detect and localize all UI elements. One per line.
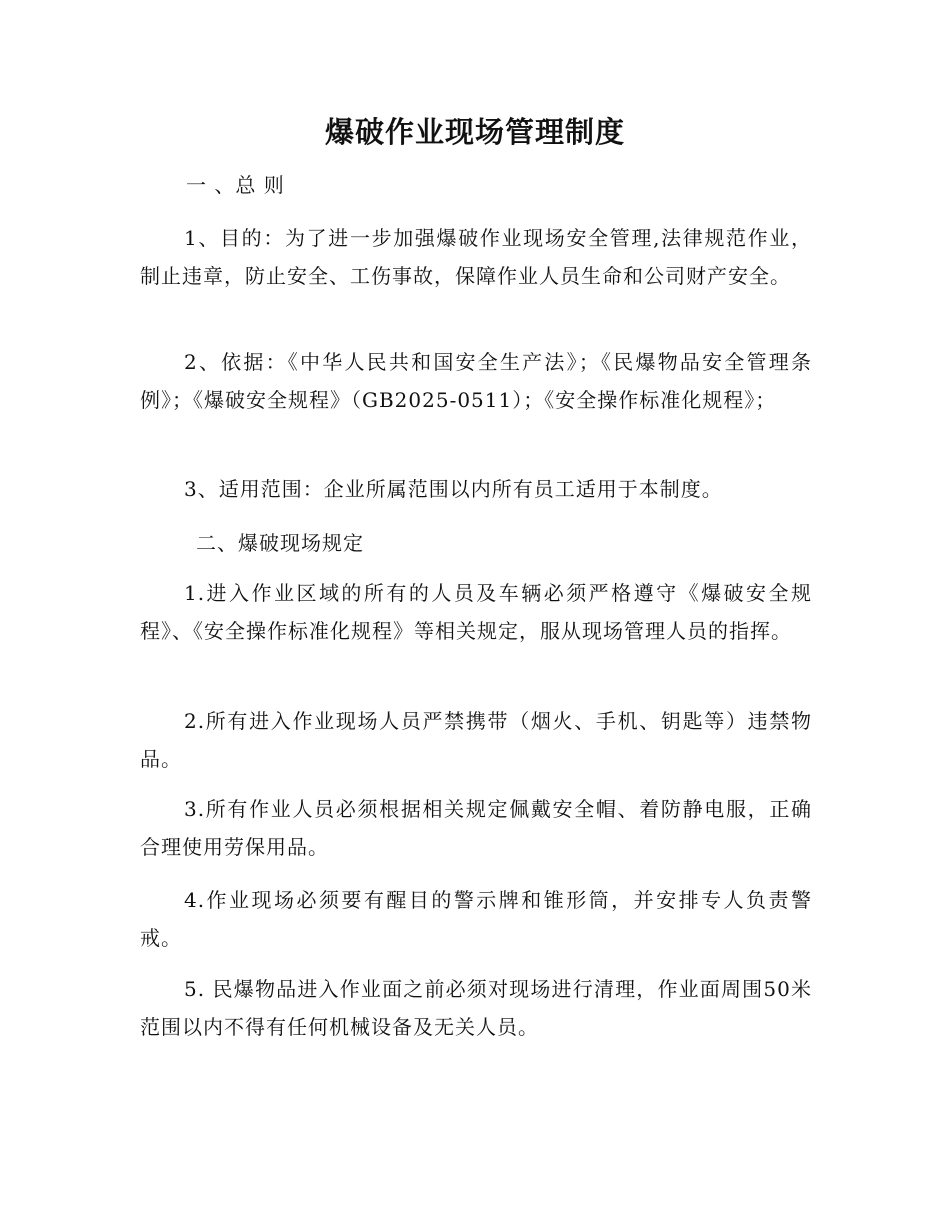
- section-heading-general: 一 、总 则: [186, 173, 285, 197]
- paragraph-rule-3: 3.所有作业人员必须根据相关规定佩戴安全帽、着防静电服，正确合理使用劳保用品。: [140, 797, 812, 859]
- paragraph-basis: 2、依据：《中华人民共和国安全生产法》；《民爆物品安全管理条例》；《爆破安全规程》（GB2025-0511）；《安全操作标准化规程》；: [140, 350, 812, 412]
- section-heading-site-rules: 二、爆破现场规定: [196, 531, 364, 555]
- paragraph-purpose: 1、目的：为了进一步加强爆破作业现场安全管理,法律规范作业，制止违章，防止安全、工伤事故，保障作业人员生命和公司财产安全。: [140, 226, 812, 288]
- paragraph-rule-2: 2.所有进入作业现场人员严禁携带（烟火、手机、钥匙等）违禁物品。: [140, 709, 812, 771]
- paragraph-rule-4: 4.作业现场必须要有醒目的警示牌和锥形筒，并安排专人负责警戒。: [140, 888, 812, 950]
- document-title: 爆破作业现场管理制度: [324, 115, 625, 149]
- paragraph-rule-1: 1.进入作业区域的所有的人员及车辆必须严格遵守《爆破安全规程》、《安全操作标准化规程》等相关规定，服从现场管理人员的指挥。: [140, 581, 812, 643]
- paragraph-rule-5: 5. 民爆物品进入作业面之前必须对现场进行清理，作业面周围50米范围以内不得有任何机械设备及无关人员。: [140, 977, 812, 1039]
- paragraph-scope: 3、适用范围：企业所属范围以内所有员工适用于本制度。: [184, 477, 723, 501]
